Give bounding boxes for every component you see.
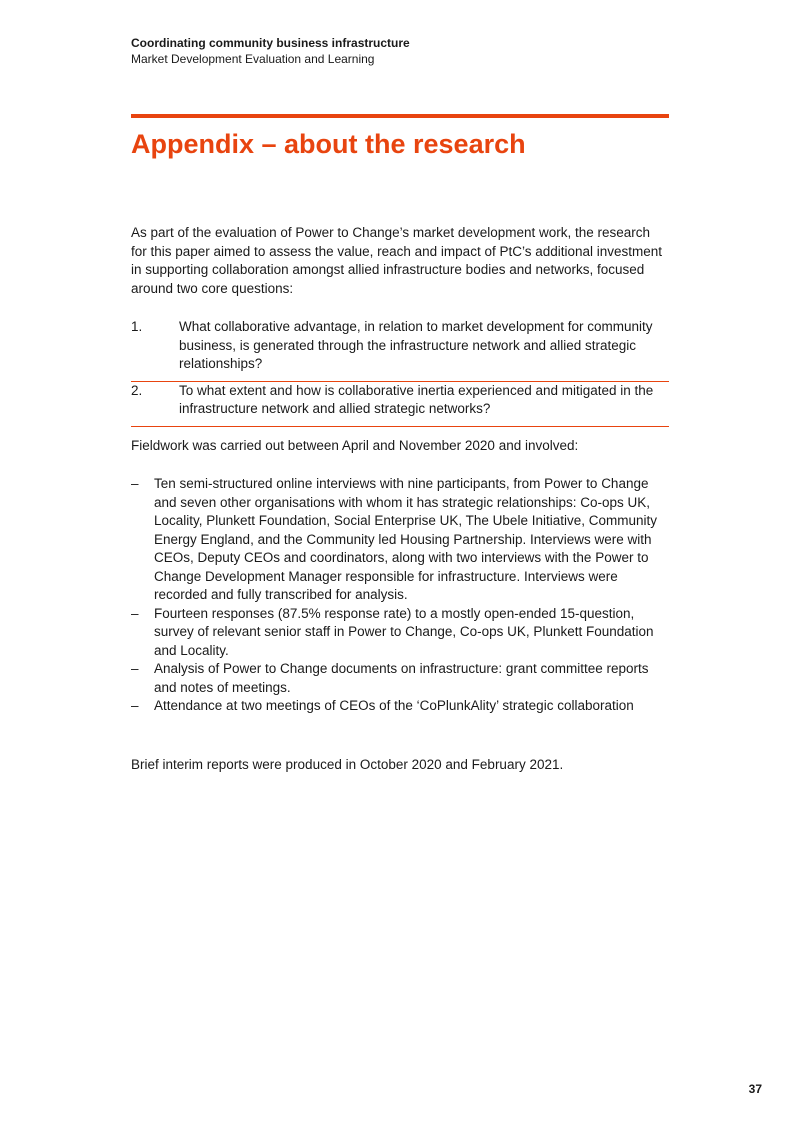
question-divider	[131, 426, 669, 427]
question-number: 2.	[131, 382, 143, 398]
bullet-dash: –	[131, 605, 139, 621]
intro-paragraph: As part of the evaluation of Power to Change’s market development work, the research for this paper aimed to assess the value, reach and impact of PtC’s additional investment in supporting collaboration amongst allied infrastructure bodies and networks, focused around two core questions:	[131, 225, 663, 296]
page-number: 37	[748, 1082, 762, 1096]
bullet-text: Analysis of Power to Change documents on infrastructure: grant committee reports and notes of meetings.	[154, 661, 649, 695]
page-content	[131, 224, 669, 774]
closing-paragraph: Brief interim reports were produced in October 2020 and February 2021.	[131, 756, 564, 772]
bullet-dash: –	[131, 698, 139, 713]
fieldwork-intro: Fieldwork was carried out between April and November 2020 and involved:	[131, 437, 579, 453]
running-header	[131, 35, 691, 67]
question-text: To what extent and how is collaborative inertia experienced and mitigated in the infrastructure network and allied strategic networks?	[179, 382, 654, 416]
bullet-dash: –	[131, 476, 139, 491]
list-item	[131, 697, 669, 716]
question-text: What collaborative advantage, in relation to market development for community business, is generated through the infrastructure network and allied strategic relationships?	[179, 319, 653, 371]
page-title: Appendix – about the research	[131, 129, 526, 159]
question-item	[131, 318, 669, 381]
bullet-text: Ten semi-structured online interviews with nine participants, from Power to Change and seven other organisations with whom it has strategic relationships: Co-ops UK, Locality, Plunkett Foundation, Social Enterprise UK, The Ubele Initiative, Community Energy England, and the Community led Housing Partnership. Interviews were with CEOs, Deputy CEOs and coordinators, along with two interviews with the Power to Change Development Manager responsible for infrastructure. Interviews were recorded and fully transcribed for analysis.	[154, 476, 657, 602]
bullet-text: Fourteen responses (87.5% response rate) to a mostly open-ended 15-question, survey of relevant senior staff in Power to Change, Co-ops UK, Plunkett Foundation and Locality.	[154, 605, 654, 658]
fieldwork-list	[131, 475, 669, 716]
list-item	[131, 605, 669, 661]
title-rule	[131, 114, 669, 118]
header-title: Coordinating community business infrastructure	[131, 36, 410, 50]
bullet-text: Attendance at two meetings of CEOs of the ‘CoPlunkAlity’ strategic collaboration	[154, 698, 634, 713]
header-subtitle: Market Development Evaluation and Learning	[131, 52, 375, 66]
research-questions	[131, 318, 669, 427]
question-item	[131, 382, 669, 426]
list-item	[131, 660, 669, 697]
list-item	[131, 475, 669, 605]
question-number: 1.	[131, 319, 143, 334]
bullet-dash: –	[131, 661, 139, 676]
